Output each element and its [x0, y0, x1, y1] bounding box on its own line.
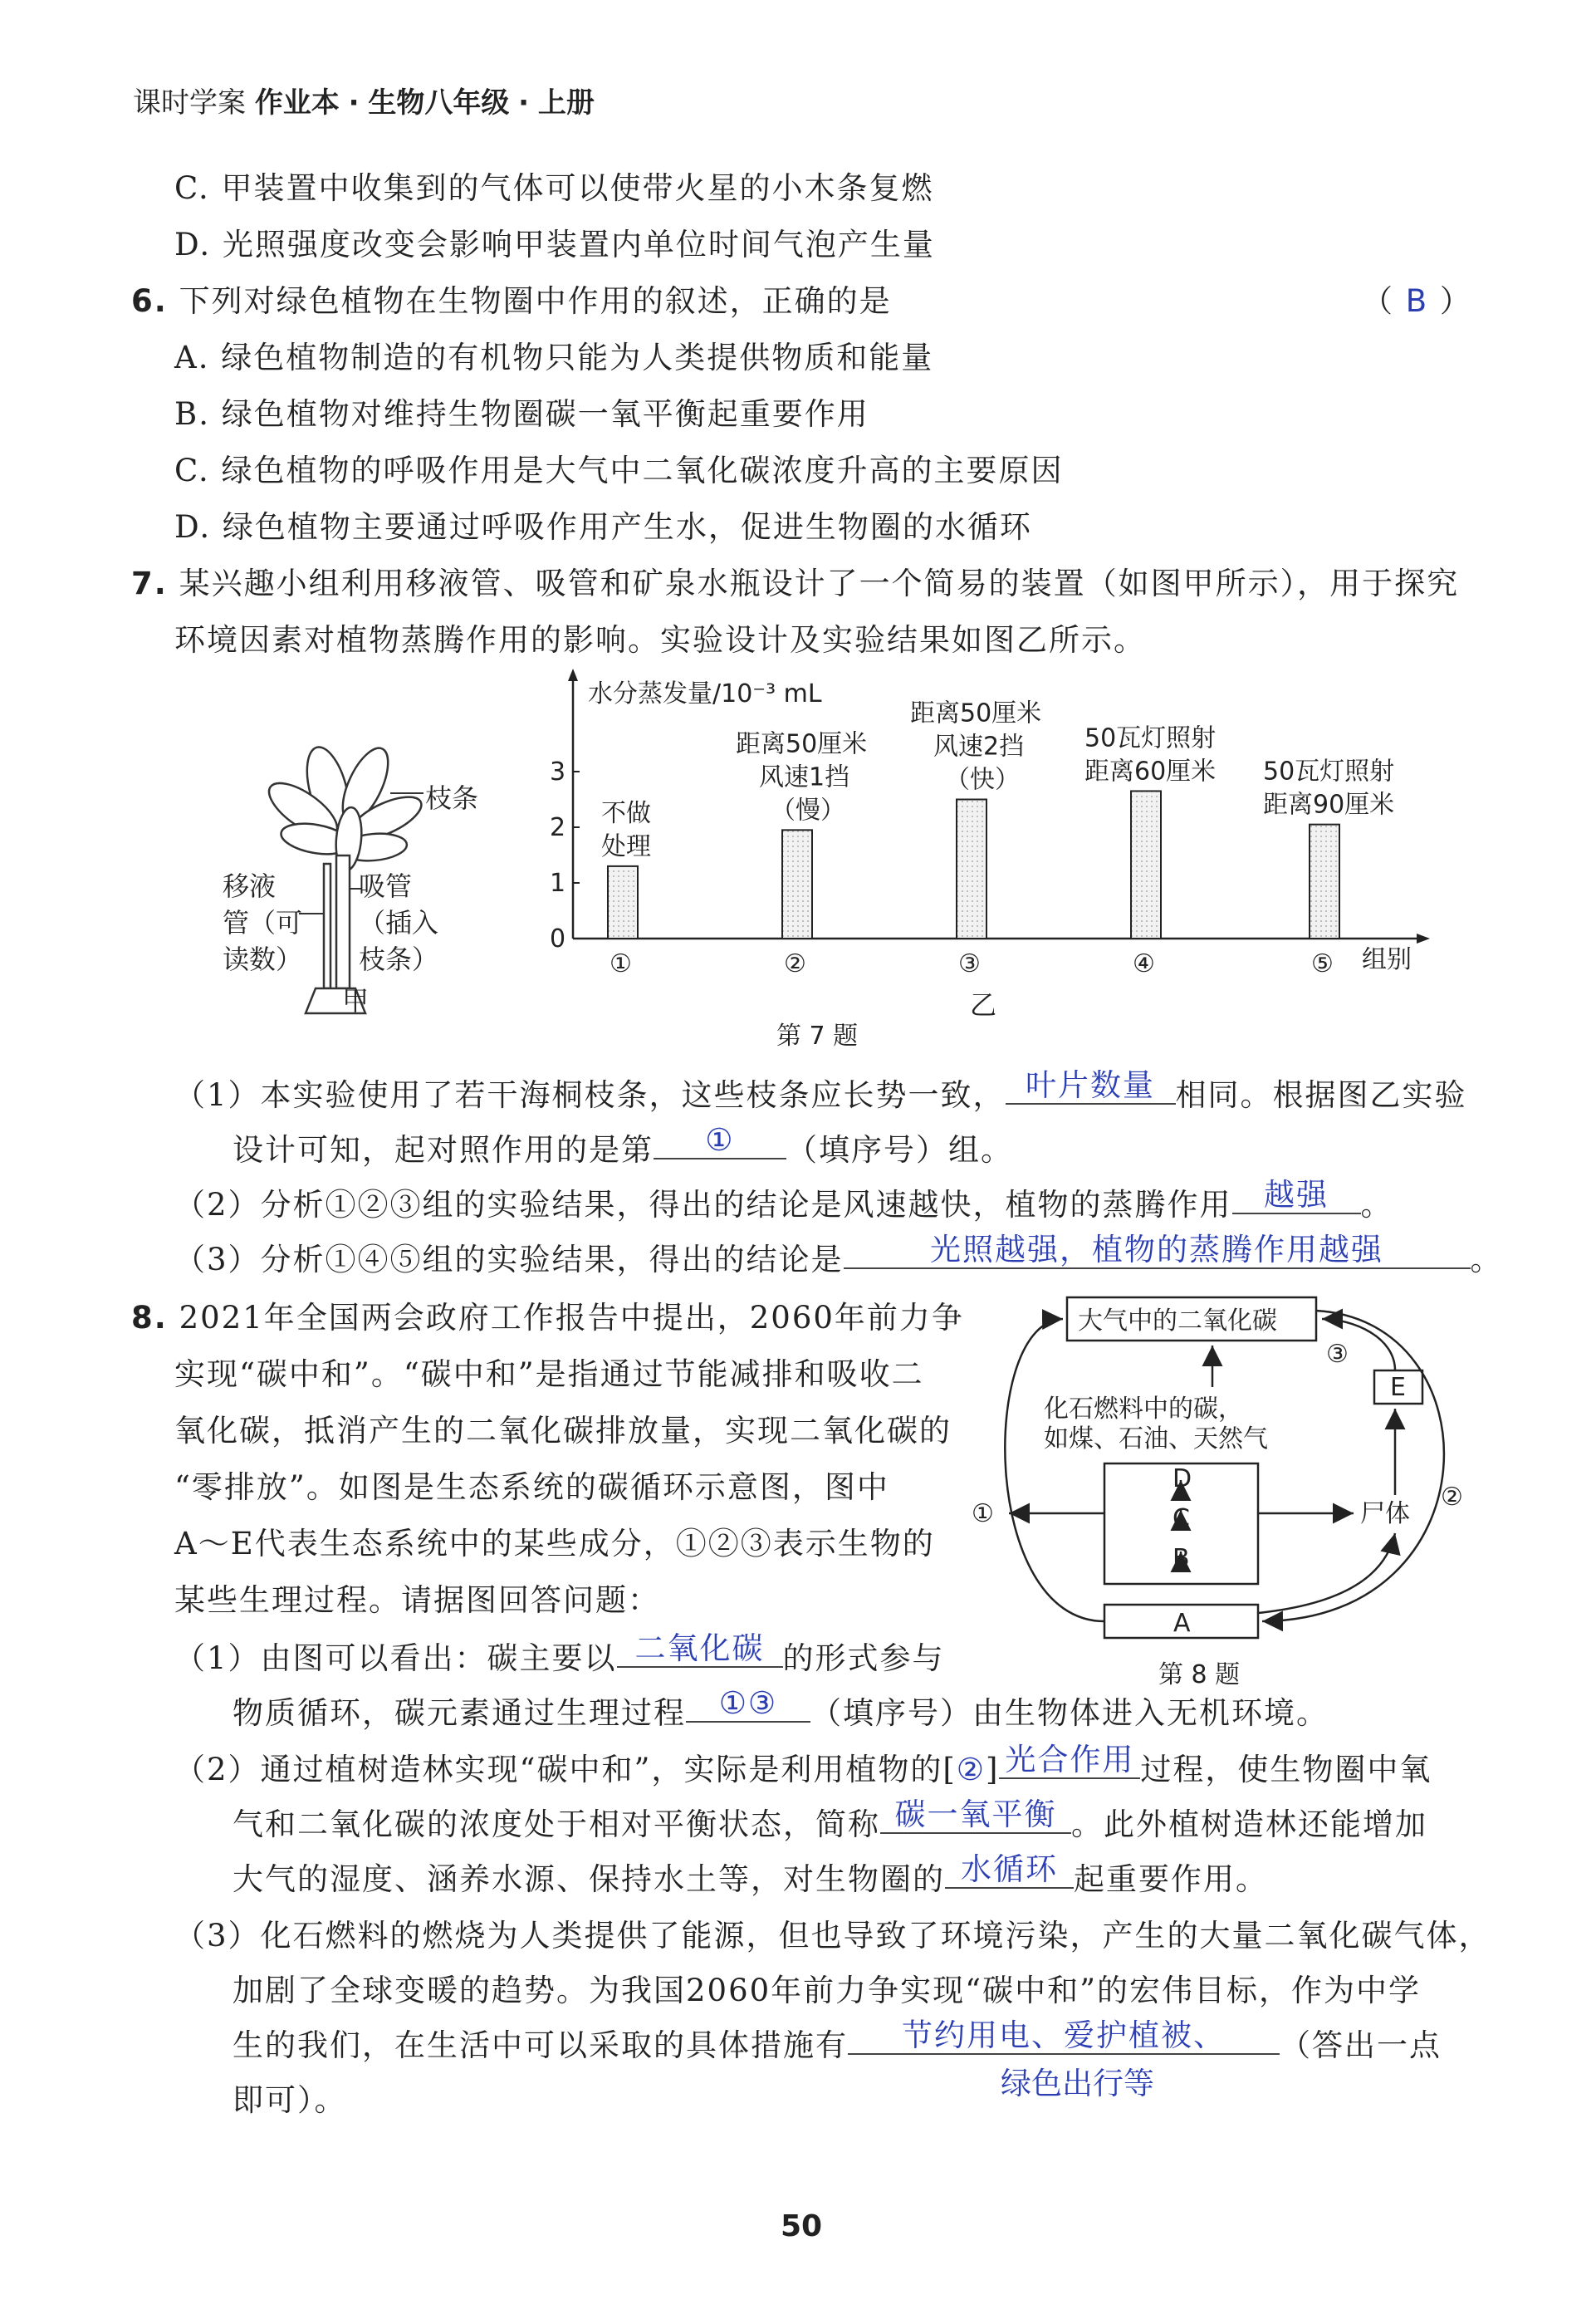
bar-annotation: 距离60厘米 — [1084, 757, 1217, 787]
series-name: 课时学案 — [133, 86, 246, 120]
bar-annotation: 不做 — [601, 798, 651, 828]
bracket-open: （ — [1362, 283, 1394, 319]
bar — [782, 830, 812, 939]
text: 的形式参与 — [782, 1640, 945, 1676]
atmosphere-label: 大气中的二氧化碳 — [1078, 1306, 1277, 1336]
carbon-cycle-diagram — [963, 1287, 1495, 1694]
bar-chart — [531, 664, 1453, 1022]
q6-answer: B — [1405, 283, 1429, 319]
header-separator: · — [518, 86, 530, 120]
answer-blank: 越强 — [1232, 1179, 1361, 1214]
label-line: 吸管 — [359, 870, 413, 902]
text: 。此外植树造林还能增加 — [1071, 1807, 1427, 1842]
q8-sub1-line1 — [174, 1630, 945, 1678]
text: 起重要作用。 — [1074, 1861, 1268, 1897]
q7-sub2 — [174, 1179, 1393, 1224]
answer-blank: 水循环 — [945, 1853, 1074, 1889]
label-pipette — [223, 868, 302, 978]
text: （填序号）组。 — [786, 1132, 1013, 1168]
y-tick-label: 2 — [550, 813, 566, 842]
x-tick-label: ① — [610, 949, 632, 978]
book-name: 作业本 — [254, 86, 340, 120]
label-line: （插入 — [359, 907, 439, 939]
answer-continuation: 绿色出行等 — [1001, 2066, 1154, 2101]
q8-sub3-line3 — [233, 2017, 1442, 2065]
bar — [608, 866, 638, 939]
page-header — [133, 80, 595, 120]
q8-stem-line4: “零排放”。如图是生态系统的碳循环示意图，图中 — [174, 1469, 889, 1505]
label-line: 枝条） — [359, 944, 439, 975]
volume-name: 上册 — [537, 86, 595, 120]
q8-stem-line1 — [131, 1292, 964, 1337]
q8-number: 8. — [131, 1300, 168, 1336]
label-branch: 枝条 — [425, 782, 479, 814]
label-line: 管（可 — [223, 907, 303, 939]
text: ] — [985, 1752, 1000, 1787]
answer-blank: 节约用电、爱护植被、 — [848, 2019, 1280, 2055]
text: （3）分析①④⑤组的实验结果，得出的结论是 — [174, 1242, 844, 1277]
q7-stem-line2: 环境因素对植物蒸腾作用的影响。实验设计及实验结果如图乙所示。 — [174, 622, 1146, 658]
process-2-label: ② — [1441, 1483, 1463, 1512]
x-axis-label: 组别 — [1362, 945, 1412, 974]
answer-blank: ① — [654, 1124, 786, 1159]
q8-stem-line5: A～E代表生态系统中的某些成分，①②③表示生物的 — [174, 1526, 935, 1561]
chain-C: C — [1173, 1504, 1190, 1533]
q7-sub1-line2 — [233, 1122, 1013, 1169]
straw-icon — [336, 855, 350, 988]
label-straw — [359, 868, 438, 978]
answer-blank: ② — [956, 1752, 986, 1787]
bar-annotation: 距离50厘米 — [736, 729, 868, 759]
bar-annotation: 风速2挡 — [933, 732, 1025, 762]
y-axis-label: 水分蒸发量/10⁻³ mL — [588, 679, 822, 708]
x-axis-arrow-icon — [1417, 934, 1430, 944]
q6-answer-bracket — [1362, 276, 1472, 321]
bracket-close: ） — [1439, 283, 1472, 319]
answer-blank: 光合作用 — [999, 1743, 1140, 1779]
text: 气和二氧化碳的浓度处于相对平衡状态，简称 — [233, 1807, 880, 1842]
pipette-icon — [324, 864, 330, 988]
bar-annotation: 距离90厘米 — [1263, 790, 1395, 820]
process-3-label: ③ — [1326, 1340, 1349, 1369]
x-tick-label: ② — [784, 949, 806, 978]
q7-number: 7. — [131, 566, 168, 601]
q7-stem-text: 某兴趣小组利用移液管、吸管和矿泉水瓶设计了一个简易的装置（如图甲所示），用于探究 — [179, 566, 1460, 601]
text: 。 — [1360, 1187, 1393, 1223]
x-tick-label: ⑤ — [1311, 949, 1334, 978]
y-tick-label: 3 — [550, 757, 566, 787]
y-axis-arrow-icon — [568, 669, 578, 681]
text: 2021年全国两会政府工作报告中提出，2060年前力争 — [179, 1300, 964, 1336]
answer-blank: 二氧化碳 — [617, 1632, 783, 1668]
text: （答出一点 — [1280, 2027, 1442, 2063]
figure-a-caption: 甲 — [342, 985, 370, 1017]
header-separator: · — [348, 86, 360, 120]
fossil-label-line1: 化石燃料中的碳， — [1044, 1395, 1243, 1424]
q7-stem-line1 — [131, 558, 1459, 603]
q6-option-d: D. 绿色植物主要通过呼吸作用产生水，促进生物圈的水循环 — [174, 509, 1032, 545]
answer-blank: 叶片数量 — [1006, 1069, 1176, 1105]
chain-B: B — [1173, 1544, 1190, 1573]
q8-sub2-line3 — [233, 1851, 1268, 1899]
subject-name: 生物八年级 — [368, 86, 510, 120]
text: （1）由图可以看出：碳主要以 — [174, 1640, 617, 1676]
page-number: 50 — [781, 2209, 823, 2243]
bar-annotation: （慢） — [771, 796, 845, 826]
q8-sub1-line2 — [233, 1685, 1329, 1733]
branch-leaves-icon — [261, 742, 427, 871]
x-tick-label: ④ — [1133, 949, 1155, 978]
fossil-label-line2: 如煤、石油、天然气 — [1044, 1424, 1268, 1454]
q6-option-b: B. 绿色植物对维持生物圈碳一氧平衡起重要作用 — [174, 396, 869, 432]
q7-sub3 — [174, 1234, 1503, 1279]
q5-option-c: C. 甲装置中收集到的气体可以使带火星的小木条复燃 — [174, 170, 934, 206]
y-tick-label: 0 — [550, 924, 566, 954]
box-A-label: A — [1173, 1609, 1191, 1638]
answer-blank: 光照越强，植物的蒸腾作用越强 — [844, 1233, 1471, 1269]
q6-stem — [131, 276, 892, 321]
bar-annotation: （快） — [945, 765, 1020, 795]
text: 。 — [1470, 1242, 1503, 1277]
figure7-caption: 第 7 题 — [776, 1022, 859, 1051]
q8-sub2-line1 — [174, 1744, 1432, 1789]
bar-annotation: 处理 — [601, 831, 651, 861]
text: （2）通过植树造林实现“碳中和”，实际是利用植物的[ — [174, 1752, 957, 1787]
bar — [1131, 791, 1161, 939]
bar-annotation: 50瓦灯照射 — [1263, 757, 1395, 787]
text: 设计可知，起对照作用的是第 — [233, 1132, 654, 1168]
q8-sub3-line4 — [233, 2075, 347, 2120]
bar — [957, 800, 986, 939]
q6-option-a: A. 绿色植物制造的有机物只能为人类提供物质和能量 — [174, 340, 934, 375]
q8-stem-line3: 氧化碳，抵消产生的二氧化碳排放量，实现二氧化碳的 — [174, 1413, 952, 1449]
chain-D: D — [1173, 1464, 1192, 1493]
label-line: 移液 — [223, 870, 277, 902]
chart-caption: 乙 — [970, 989, 997, 1021]
text: 过程，使生物圈中氧 — [1140, 1752, 1432, 1787]
text: 大气的湿度、涵养水源、保持水土等，对生物圈的 — [233, 1861, 945, 1897]
bar-annotation: 风速1挡 — [759, 762, 850, 792]
q8-stem-line6: 某些生理过程。请据图回答问题： — [174, 1582, 660, 1618]
text: （1）本实验使用了若干海桐枝条，这些枝条应长势一致， — [174, 1077, 1006, 1113]
answer-blank: 碳一氧平衡 — [880, 1798, 1071, 1834]
text: 即可）。 — [233, 2082, 347, 2118]
q6-option-c: C. 绿色植物的呼吸作用是大气中二氧化碳浓度升高的主要原因 — [174, 453, 1064, 488]
q6-stem-text: 下列对绿色植物在生物圈中作用的叙述，正确的是 — [179, 283, 892, 319]
q8-sub2-line2 — [233, 1799, 1427, 1844]
bar — [1310, 825, 1339, 939]
q8-stem-line2: 实现“碳中和”。“碳中和”是指通过节能减排和吸收二 — [174, 1356, 924, 1392]
q7-sub1-line1 — [174, 1067, 1467, 1115]
q8-sub3-line1: （3）化石燃料的燃烧为人类提供了能源，但也导致了环境污染，产生的大量二氧化碳气体， — [174, 1918, 1491, 1954]
text: 物质循环，碳元素通过生理过程 — [233, 1695, 686, 1731]
box-E-label: E — [1390, 1373, 1406, 1402]
text: 相同。根据图乙实验 — [1175, 1077, 1467, 1113]
text: （填序号）由生物体进入无机环境。 — [810, 1695, 1329, 1731]
label-line: 读数） — [223, 944, 303, 975]
x-tick-label: ③ — [958, 949, 981, 978]
process-1-label: ① — [972, 1499, 994, 1528]
text: （2）分析①②③组的实验结果，得出的结论是风速越快，植物的蒸腾作用 — [174, 1187, 1232, 1223]
corpse-label: 尸体 — [1360, 1499, 1410, 1528]
bar-annotation: 50瓦灯照射 — [1084, 723, 1217, 753]
bar-annotation: 距离50厘米 — [910, 699, 1042, 728]
q6-number: 6. — [131, 283, 168, 319]
text: 生的我们，在生活中可以采取的具体措施有 — [233, 2027, 848, 2063]
q5-option-d: D. 光照强度改变会影响甲装置内单位时间气泡产生量 — [174, 227, 935, 262]
answer-blank: ①③ — [686, 1687, 810, 1723]
figure8-caption: 第 8 题 — [1158, 1660, 1241, 1689]
y-tick-label: 1 — [550, 869, 566, 898]
q8-sub3-line2: 加剧了全球变暖的趋势。为我国2060年前力争实现“碳中和”的宏伟目标，作为中学 — [233, 1973, 1421, 2008]
